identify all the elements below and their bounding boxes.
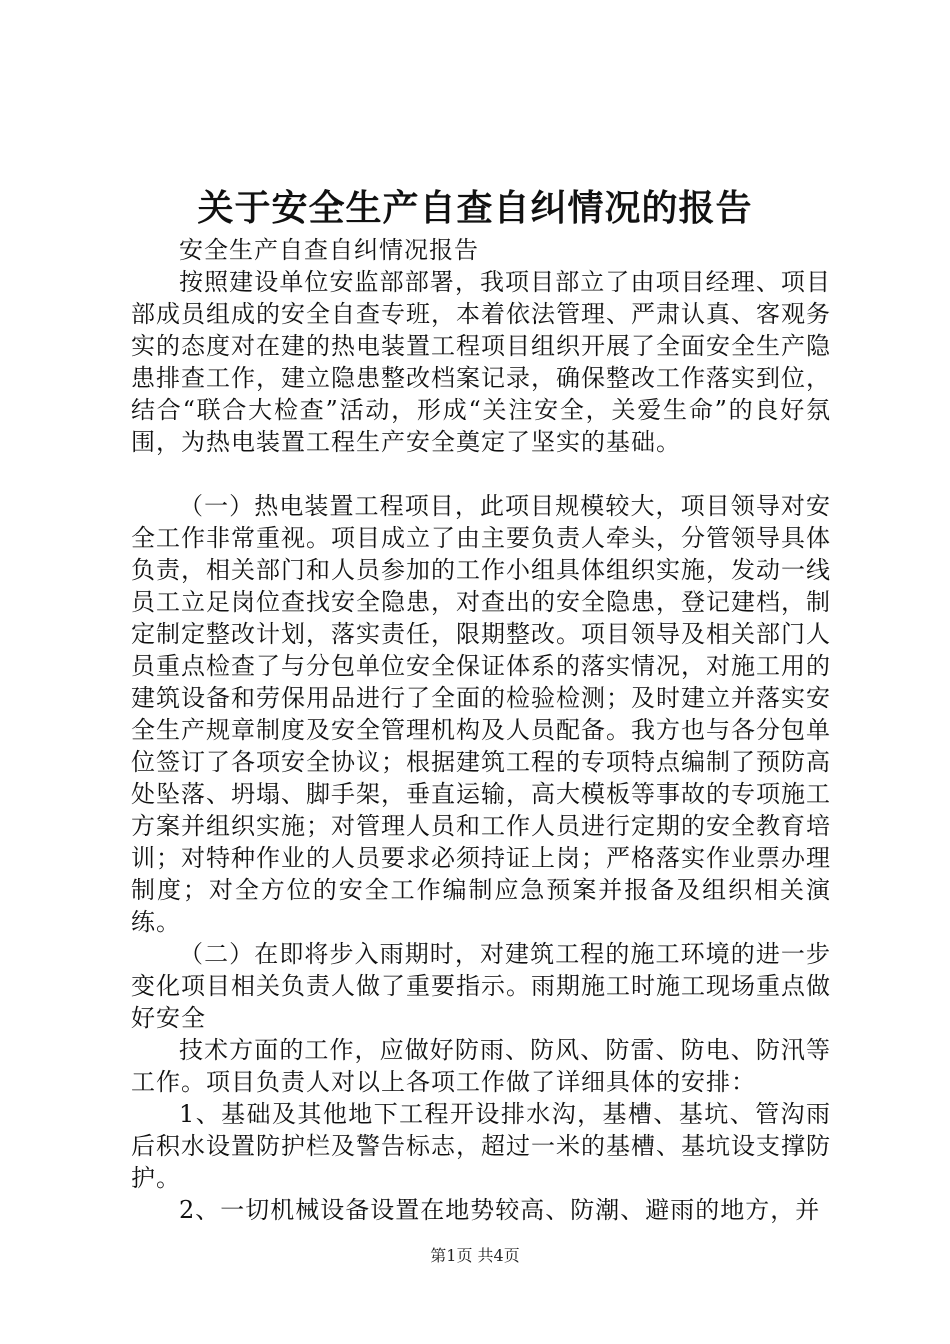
paragraph-section-2: （二）在即将步入雨期时，对建筑工程的施工环境的进一步变化项目相关负责人做了重要指示。雨期施工时施工现场重点做好安全: [131, 940, 831, 1032]
paragraph-section-1: （一）热电装置工程项目，此项目规模较大，项目领导对安全工作非常重视。项目成立了由主要负责人牵头，分管领导具体负责，相关部门和人员参加的工作小组具体组织实施，发动一线员工立足岗位查找安全隐患，对查出的安全隐患，登记建档，制定制定整改计划，落实责任，限期整改。项目领导及相关部门人员重点检查了与分包单位安全保证体系的落实情况，对施工用的建筑设备和劳保用品进行了全面的检验检测；及时建立并落实安全生产规章制度及安全管理机构及人员配备。我方也与各分包单位签订了各项安全协议；根据建筑工程的专项特点编制了预防高处坠落、坍塌、脚手架，垂直运输，高大模板等事故的专项施工方案并组织实施；对管理人员和工作人员进行定期的安全教育培训；对特种作业的人员要求必须持证上岗；严格落实作业票办理制度；对全方位的安全工作编制应急预案并报备及组织相关演练。: [131, 492, 831, 936]
document-title: 关于安全生产自查自纠情况的报告: [197, 187, 753, 229]
paragraph-intro: 按照建设单位安监部部署，我项目部立了由项目经理、项目部成员组成的安全自查专班，本着依法管理、严肃认真、客观务实的态度对在建的热电装置工程项目组织开展了全面安全生产隐患排查工作，建立隐患整改档案记录，确保整改工作落实到位，结合“联合大检查”活动，形成“关注安全，关爱生命”的良好氛围，为热电装置工程生产安全奠定了坚实的基础。: [131, 268, 831, 456]
paragraph-item-1: 1、基础及其他地下工程开设排水沟，基槽、基坑、管沟雨后积水设置防护栏及警告标志，超过一米的基槽、基坑设支撑防护。: [131, 1100, 831, 1192]
paragraph-technical: 技术方面的工作，应做好防雨、防风、防雷、防电、防汛等工作。项目负责人对以上各项工作做了详细具体的安排：: [131, 1036, 831, 1096]
paragraph-item-2: 2、一切机械设备设置在地势较高、防潮、避雨的地方，并: [179, 1196, 821, 1224]
page-number-footer: 第1页 共4页: [430, 1246, 520, 1265]
document-body: [131, 234, 831, 1226]
document-subtitle: 安全生产自查自纠情况报告: [179, 236, 479, 264]
